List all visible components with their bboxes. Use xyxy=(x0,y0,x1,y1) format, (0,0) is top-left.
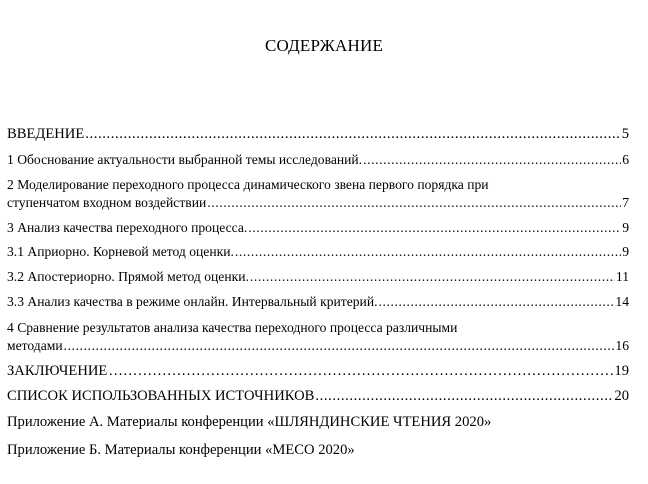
toc-entry-label: 3.2 Апостериорно. Прямой метод оценки. xyxy=(7,269,249,284)
leader-dots xyxy=(235,244,621,260)
leader-dots xyxy=(250,269,615,285)
toc-entry-section-3-3[interactable] xyxy=(7,294,629,310)
leader-dots xyxy=(85,126,620,142)
leader-dots xyxy=(207,195,621,211)
toc-entry-label: Приложение А. Материалы конференции «ШЛЯНДИНСКИЕ ЧТЕНИЯ 2020» xyxy=(7,414,492,430)
toc-entry-conclusion[interactable] xyxy=(7,363,629,379)
toc-entry-introduction[interactable] xyxy=(7,126,629,142)
leader-dots xyxy=(379,294,615,310)
toc-entry-label-line1: 4 Сравнение результатов анализа качества переходного процесса различными xyxy=(7,320,458,335)
toc-entry-appendix-a[interactable] xyxy=(7,414,629,430)
toc-page-number: 19 xyxy=(614,363,629,379)
toc-entry-label: 3.1 Априорно. Корневой метод оценки. xyxy=(7,244,234,259)
toc-entry-section-3-2[interactable] xyxy=(7,269,629,285)
toc-entry-section-4[interactable] xyxy=(7,320,629,354)
toc-page-number: 9 xyxy=(622,244,629,259)
toc-entry-label-line1: 2 Моделирование переходного процесса динамического звена первого порядка при xyxy=(7,177,489,192)
leader-dots xyxy=(108,363,613,379)
toc-entry-label: 3 Анализ качества переходного процесса. xyxy=(7,220,248,235)
leader-dots xyxy=(64,338,615,354)
toc-entry-references[interactable] xyxy=(7,388,629,404)
toc-page-number: 7 xyxy=(622,195,629,210)
toc-page-number: 16 xyxy=(615,338,629,353)
toc-page-number: 5 xyxy=(621,126,629,142)
toc-page-number: 20 xyxy=(614,388,629,404)
leader-dots xyxy=(248,220,621,236)
toc-entry-label: 3.3 Анализ качества в режиме онлайн. Интервальный критерий. xyxy=(7,294,378,309)
toc-entry-label: ВВЕДЕНИЕ xyxy=(7,126,85,142)
toc-page-number: 11 xyxy=(615,269,629,284)
toc-entry-section-3-1[interactable] xyxy=(7,244,629,260)
toc-entry-label: СПИСОК ИСПОЛЬЗОВАННЫХ ИСТОЧНИКОВ xyxy=(7,388,315,404)
toc-entry-label-line2: методами xyxy=(7,338,63,353)
toc-entry-label-line2: ступенчатом входном воздействии xyxy=(7,195,207,210)
leader-dots xyxy=(363,152,621,168)
toc-page-number: 14 xyxy=(615,294,629,309)
toc-entry-label: 1 Обоснование актуальности выбранной темы исследований. xyxy=(7,152,363,167)
page-title: СОДЕРЖАНИЕ xyxy=(264,36,384,55)
toc-entry-section-1[interactable] xyxy=(7,152,629,168)
toc-entry-section-3[interactable] xyxy=(7,220,629,236)
toc-page-number: 9 xyxy=(622,220,629,235)
toc-entry-label: Приложение Б. Материалы конференции «МЕСО 2020» xyxy=(7,442,355,458)
toc-page-number: 6 xyxy=(622,152,629,167)
toc-entry-label: ЗАКЛЮЧЕНИЕ xyxy=(7,363,108,379)
leader-dots xyxy=(315,388,613,404)
toc-entry-section-2[interactable] xyxy=(7,177,629,211)
toc-entry-appendix-b[interactable] xyxy=(7,442,629,458)
